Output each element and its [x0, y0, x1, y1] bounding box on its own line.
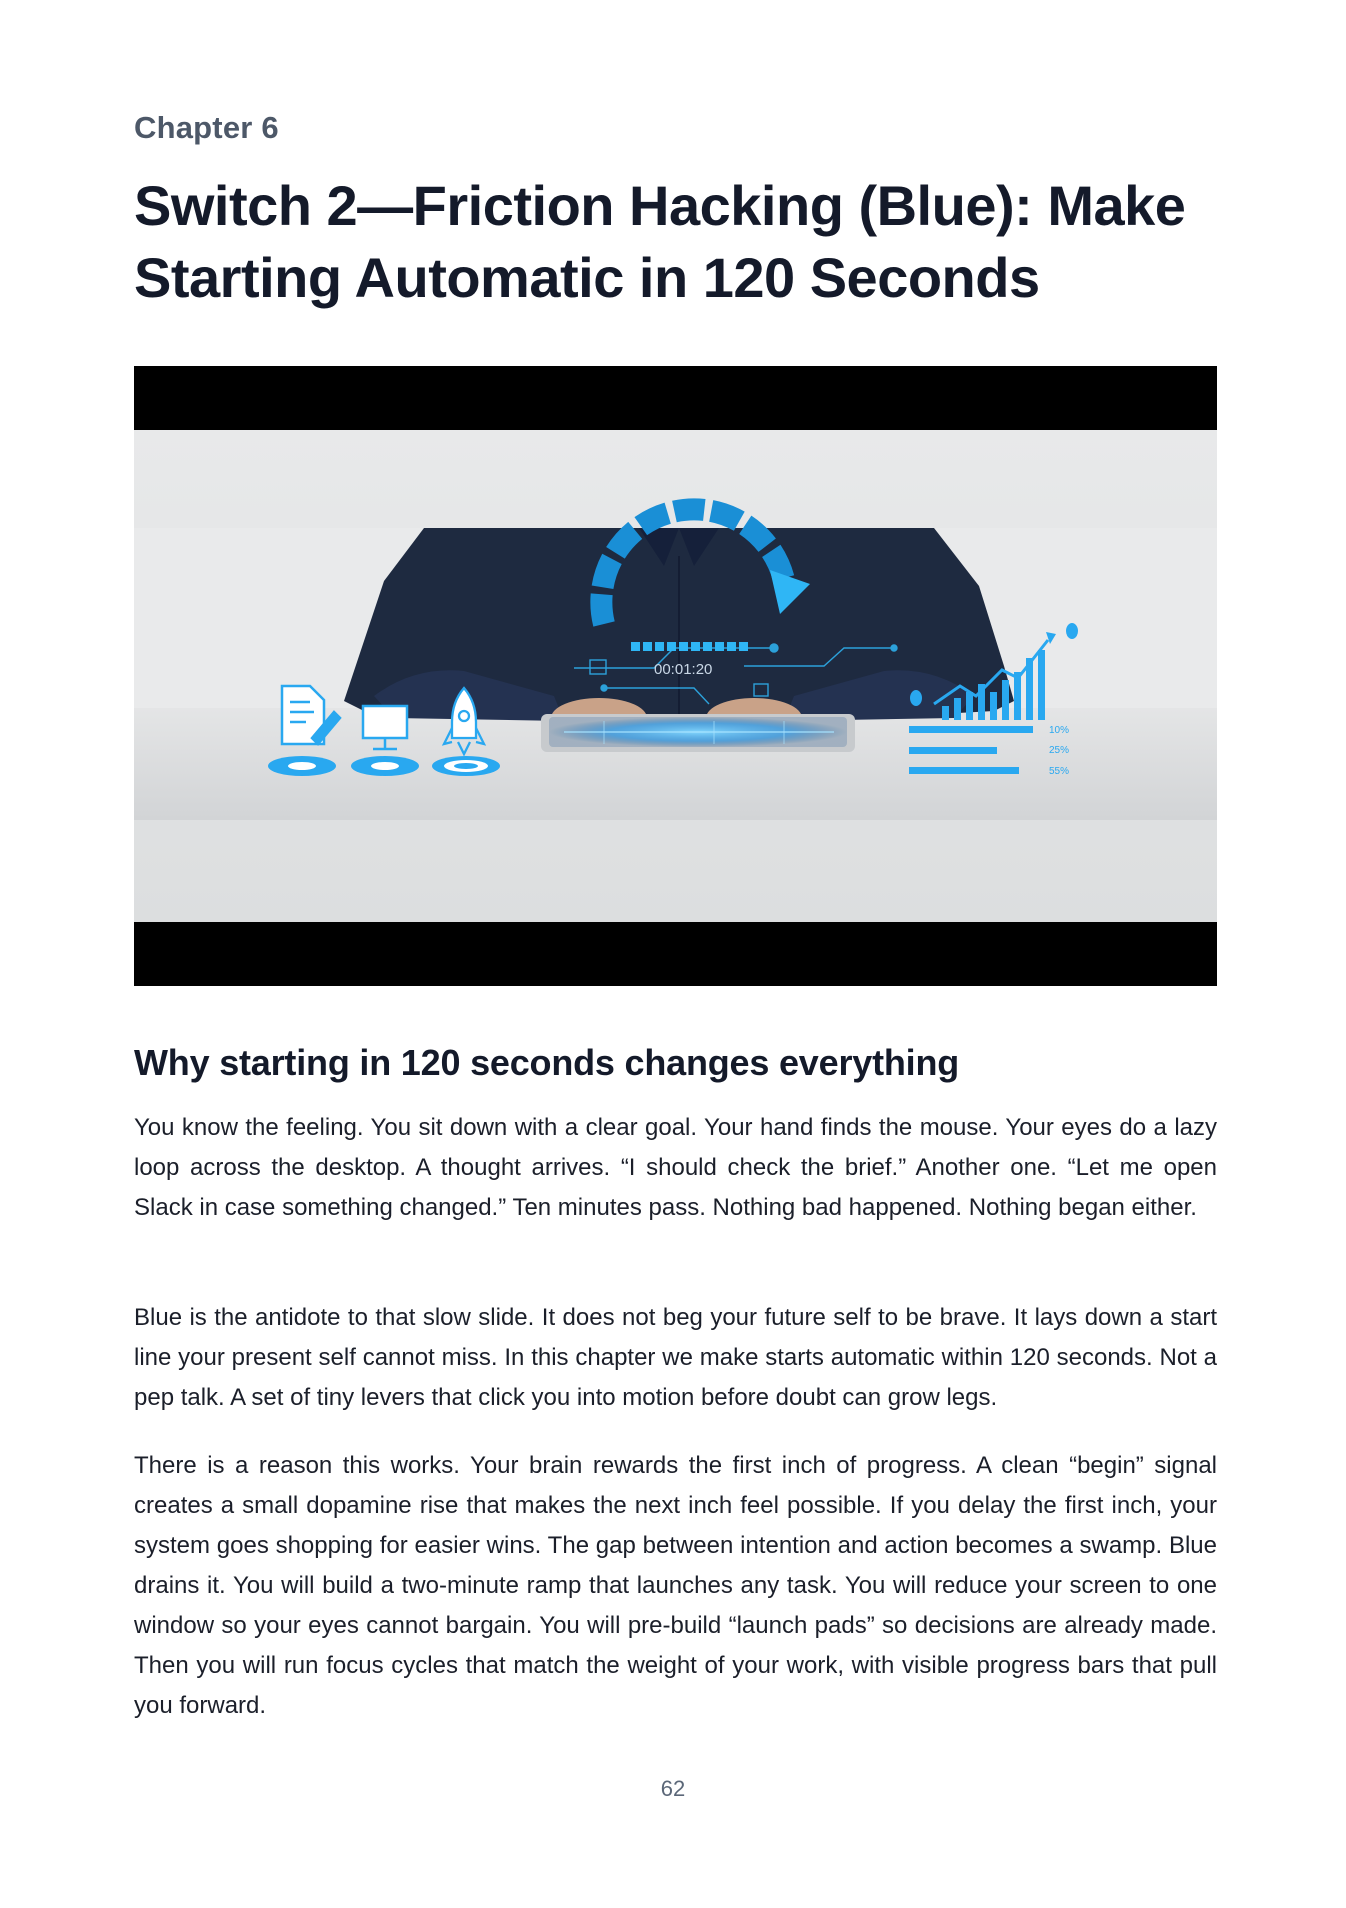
- page-number: 62: [660, 1776, 686, 1801]
- tablet-illustration: [541, 714, 855, 752]
- hero-image: [134, 366, 1217, 986]
- chart-label-2: 25%: [1049, 745, 1070, 756]
- chart-label-3: 55%: [1049, 766, 1070, 777]
- chapter-label: Chapter 6: [134, 110, 279, 145]
- chart-label-1: 10%: [1049, 725, 1070, 736]
- section-heading: Why starting in 120 seconds changes everything: [134, 1042, 960, 1083]
- body-paragraph: There is a reason this works. Your brain rewards the first inch of progress. A clean “begin” signal creates a small dopamine rise that makes the next inch feel possible. If you delay the first inch, your system goes shopping for easier wins. The gap between intention and action becomes a swamp. Blue drains it. You will build a two-minute ramp that launches any task. You will reduce your screen to one window so your eyes cannot bargain. You will pre-build “launch pads” so decisions are already made. Then you will run focus cycles that match the weight of your work, with visible progress bars that pull you forward.: [134, 1452, 1217, 1719]
- platform-discs: [268, 756, 500, 776]
- body-paragraph: You know the feeling. You sit down with a clear goal. Your hand finds the mouse. Your eyes do a lazy loop across the desktop. A thought arrives. “I should check the brief.” Another one. “Let me open Slack in case something changed.” Ten minutes pass. Nothing bad happened. Nothing began either.: [134, 1114, 1217, 1221]
- person-illustration: [344, 528, 1014, 738]
- chapter-title: Switch 2—Friction Hacking (Blue): Make Starting Automatic in 120 Seconds: [134, 174, 1186, 309]
- body-paragraph: Blue is the antidote to that slow slide. It does not beg your future self to be brave. It lays down a start line your present self cannot miss. In this chapter we make starts automatic within 120 seconds. Not a pep talk. A set of tiny levers that click you into motion before doubt can grow legs.: [134, 1304, 1217, 1411]
- timer-text: 00:01:20: [654, 661, 713, 678]
